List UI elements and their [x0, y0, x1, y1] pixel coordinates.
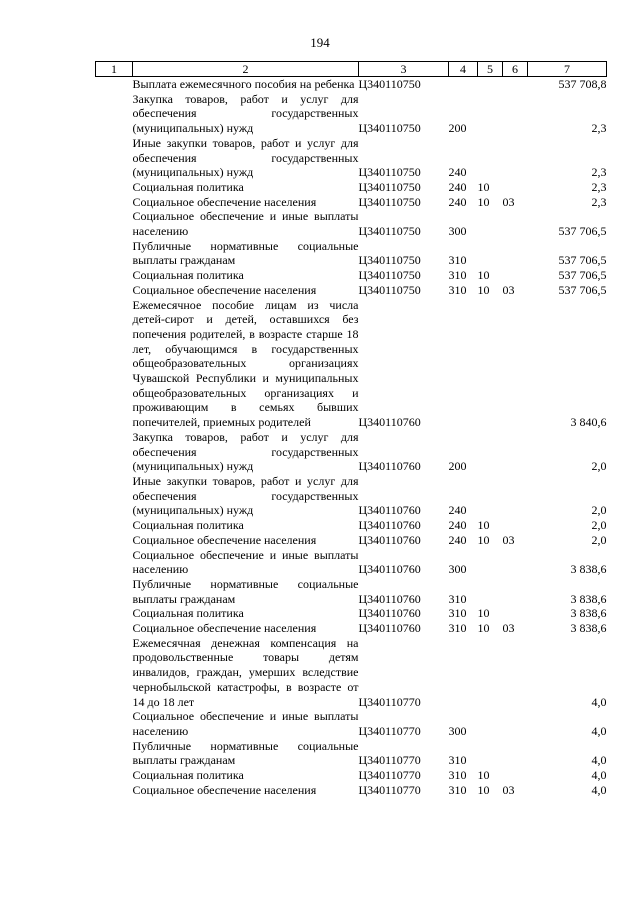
empty-cell [96, 195, 133, 210]
row-expense-type: 310 [448, 768, 467, 783]
row-expense-type: 200 [448, 121, 467, 136]
row-subsection [503, 474, 528, 518]
row-code: Ц340110750 [358, 253, 421, 268]
empty-cell [96, 768, 133, 783]
row-code: Ц340110760 [358, 606, 421, 621]
row-name: Социальное обеспечение и иные выплаты населению [132, 709, 359, 738]
row-expense-type: 240 [448, 194, 467, 209]
row-expense-type: 300 [448, 224, 467, 239]
row-amount: 2,0 [591, 532, 607, 547]
table-row [96, 577, 607, 606]
table-row [96, 533, 607, 548]
row-name: Социальное обеспечение населения [132, 194, 317, 209]
row-section [478, 298, 503, 430]
table-row [96, 430, 607, 474]
row-code: Ц340110760 [358, 518, 421, 533]
row-code: Ц340110760 [358, 621, 421, 636]
row-subsection [503, 768, 528, 783]
row-amount: 3 838,6 [570, 621, 607, 636]
header-col-1: 1 [96, 62, 133, 77]
table-row [96, 268, 607, 283]
row-expense-type: 240 [448, 503, 467, 518]
row-expense-type: 240 [448, 179, 467, 194]
table-row [96, 136, 607, 180]
empty-cell [96, 606, 133, 621]
row-expense-type: 310 [448, 621, 467, 636]
row-code: Ц340110760 [358, 591, 421, 606]
table-row [96, 636, 607, 710]
row-amount: 2,0 [591, 518, 607, 533]
row-code: Ц340110750 [358, 268, 421, 283]
row-code: Ц340110760 [358, 562, 421, 577]
table-row [96, 239, 607, 268]
row-name: Социальное обеспечение населения [132, 782, 317, 797]
table-row [96, 768, 607, 783]
row-amount: 4,0 [591, 723, 607, 738]
row-section: 10 [477, 282, 490, 297]
row-code: Ц340110770 [358, 694, 421, 709]
row-expense-type: 310 [448, 591, 467, 606]
row-subsection: 03 [502, 621, 515, 636]
row-name: Социальная политика [132, 268, 244, 283]
table-row [96, 606, 607, 621]
empty-cell [96, 533, 133, 548]
row-expense-type: 310 [448, 606, 467, 621]
row-section [478, 239, 503, 268]
table-row [96, 283, 607, 298]
row-amount: 2,0 [591, 503, 607, 518]
row-code: Ц340110750 [358, 165, 421, 180]
row-expense-type: 310 [448, 782, 467, 797]
row-subsection: 03 [502, 782, 515, 797]
row-section [478, 430, 503, 474]
row-code: Ц340110760 [358, 415, 421, 430]
empty-cell [96, 209, 133, 238]
row-amount: 537 706,5 [558, 268, 607, 283]
row-section [478, 209, 503, 238]
empty-cell [96, 239, 133, 268]
table-row [96, 783, 607, 798]
row-name: Публичные нормативные социальные выплаты гражданам [132, 738, 359, 768]
row-code: Ц340110750 [358, 77, 421, 91]
table-body [96, 77, 607, 798]
row-amount: 537 706,5 [558, 253, 607, 268]
row-section: 10 [477, 532, 490, 547]
empty-cell [96, 180, 133, 195]
row-name: Ежемесячное пособие лицам из числа детей-сирот и детей, оставшихся без попечения родителей, в возрасте старше 18 лет, обучающимся в государственных общеобразовательных организациях Чувашской Республики и муниципальных общеобразовательных организациях и проживающим в семьях бывших попечителей, приемных родителей [132, 297, 359, 430]
row-subsection [503, 577, 528, 606]
row-section [478, 577, 503, 606]
row-section [478, 474, 503, 518]
row-section [478, 636, 503, 710]
row-section [478, 77, 503, 92]
row-section: 10 [477, 179, 490, 194]
empty-cell [96, 283, 133, 298]
header-col-6: 6 [503, 62, 528, 77]
row-amount: 3 840,6 [570, 415, 607, 430]
row-section [478, 92, 503, 136]
row-expense-type [449, 77, 478, 92]
table-row [96, 209, 607, 238]
row-section [478, 548, 503, 577]
row-name: Социальное обеспечение и иные выплаты населению [132, 209, 359, 239]
row-subsection [503, 548, 528, 577]
row-section: 10 [477, 768, 490, 783]
header-col-2: 2 [133, 62, 359, 77]
header-col-3: 3 [359, 62, 449, 77]
row-name: Социальная политика [132, 518, 244, 533]
row-amount: 2,3 [591, 121, 607, 136]
row-name: Иные закупки товаров, работ и услуг для обеспечения государственных (муниципальных) нужд [132, 135, 359, 180]
row-amount: 3 838,6 [570, 562, 607, 577]
table-row [96, 518, 607, 533]
row-subsection [503, 268, 528, 283]
empty-cell [96, 621, 133, 636]
row-subsection [503, 239, 528, 268]
row-code: Ц340110770 [358, 723, 421, 738]
empty-cell [96, 136, 133, 180]
table-row [96, 92, 607, 136]
row-subsection: 03 [502, 532, 515, 547]
row-amount: 4,0 [591, 768, 607, 783]
row-code: Ц340110750 [358, 179, 421, 194]
row-subsection [503, 209, 528, 238]
row-section: 10 [477, 621, 490, 636]
row-amount: 2,3 [591, 165, 607, 180]
row-amount: 3 838,6 [570, 606, 607, 621]
empty-cell [96, 577, 133, 606]
row-name: Закупка товаров, работ и услуг для обеспечения государственных (муниципальных) нужд [132, 91, 359, 136]
table-row [96, 474, 607, 518]
row-expense-type: 310 [448, 268, 467, 283]
row-subsection [503, 518, 528, 533]
row-subsection [503, 180, 528, 195]
header-col-4: 4 [449, 62, 478, 77]
row-expense-type: 300 [448, 723, 467, 738]
row-section: 10 [477, 194, 490, 209]
row-amount: 4,0 [591, 782, 607, 797]
row-amount: 2,3 [591, 179, 607, 194]
row-amount: 4,0 [591, 753, 607, 768]
row-expense-type: 310 [448, 753, 467, 768]
row-subsection [503, 606, 528, 621]
row-code: Ц340110750 [358, 224, 421, 239]
row-name: Социальная политика [132, 606, 244, 621]
row-subsection: 03 [502, 194, 515, 209]
row-name: Социальное обеспечение и иные выплаты населению [132, 547, 359, 577]
empty-cell [96, 709, 133, 738]
budget-table [95, 61, 607, 797]
row-name: Социальное обеспечение населения [132, 621, 317, 636]
row-expense-type: 240 [448, 518, 467, 533]
empty-cell [96, 636, 133, 710]
row-subsection [503, 430, 528, 474]
row-section: 10 [477, 268, 490, 283]
row-name: Ежемесячная денежная компенсация на продовольственные товары детям инвалидов, граждан, умерших вследствие чернобыльской катастрофы, в возрасте от 14 до 18 лет [132, 635, 359, 709]
row-subsection [503, 92, 528, 136]
row-code: Ц340110770 [358, 753, 421, 768]
row-name: Иные закупки товаров, работ и услуг для обеспечения государственных (муниципальных) нужд [132, 473, 359, 518]
row-amount: 2,0 [591, 459, 607, 474]
row-amount: 2,3 [591, 194, 607, 209]
empty-cell [96, 92, 133, 136]
row-name: Закупка товаров, работ и услуг для обеспечения государственных (муниципальных) нужд [132, 429, 359, 474]
empty-cell [96, 783, 133, 798]
row-amount: 537 706,5 [558, 224, 607, 239]
empty-cell [96, 77, 133, 92]
row-subsection [503, 298, 528, 430]
empty-cell [96, 739, 133, 768]
row-expense-type: 310 [448, 282, 467, 297]
row-name: Выплата ежемесячного пособия на ребенка [132, 77, 355, 91]
row-expense-type [449, 636, 478, 710]
row-amount: 3 838,6 [570, 591, 607, 606]
row-name: Социальное обеспечение населения [132, 282, 317, 297]
table-row [96, 548, 607, 577]
row-subsection [503, 636, 528, 710]
row-name: Социальная политика [132, 768, 244, 783]
row-code: Ц340110760 [358, 532, 421, 547]
table-row [96, 709, 607, 738]
row-code: Ц340110770 [358, 782, 421, 797]
row-subsection [503, 739, 528, 768]
row-subsection [503, 77, 528, 92]
empty-cell [96, 474, 133, 518]
table-header-row [96, 62, 607, 77]
row-section: 10 [477, 782, 490, 797]
page-number: 194 [310, 35, 330, 50]
table-row [96, 77, 607, 92]
row-amount: 537 708,8 [558, 77, 607, 91]
row-code: Ц340110760 [358, 503, 421, 518]
table-row [96, 298, 607, 430]
row-code: Ц340110760 [358, 459, 421, 474]
row-subsection: 03 [502, 282, 515, 297]
row-code: Ц340110750 [358, 194, 421, 209]
row-code: Ц340110750 [358, 282, 421, 297]
empty-cell [96, 298, 133, 430]
row-section [478, 136, 503, 180]
row-expense-type: 200 [448, 459, 467, 474]
row-section [478, 709, 503, 738]
row-code: Ц340110770 [358, 768, 421, 783]
row-expense-type: 310 [448, 253, 467, 268]
row-expense-type [449, 298, 478, 430]
table-row [96, 739, 607, 768]
row-expense-type: 240 [448, 532, 467, 547]
row-code: Ц340110750 [358, 121, 421, 136]
row-section: 10 [477, 606, 490, 621]
table-row [96, 621, 607, 636]
table-row [96, 180, 607, 195]
row-name: Социальная политика [132, 179, 244, 194]
table-row [96, 195, 607, 210]
row-subsection [503, 136, 528, 180]
row-name: Социальное обеспечение населения [132, 532, 317, 547]
empty-cell [96, 430, 133, 474]
row-section: 10 [477, 518, 490, 533]
row-subsection [503, 709, 528, 738]
row-expense-type: 300 [448, 562, 467, 577]
header-col-7: 7 [528, 62, 607, 77]
empty-cell [96, 518, 133, 533]
empty-cell [96, 548, 133, 577]
row-expense-type: 240 [448, 165, 467, 180]
header-col-5: 5 [478, 62, 503, 77]
row-amount: 537 706,5 [558, 282, 607, 297]
row-section [478, 739, 503, 768]
row-amount: 4,0 [591, 694, 607, 709]
row-name: Публичные нормативные социальные выплаты гражданам [132, 576, 359, 606]
empty-cell [96, 268, 133, 283]
row-name: Публичные нормативные социальные выплаты гражданам [132, 238, 359, 268]
